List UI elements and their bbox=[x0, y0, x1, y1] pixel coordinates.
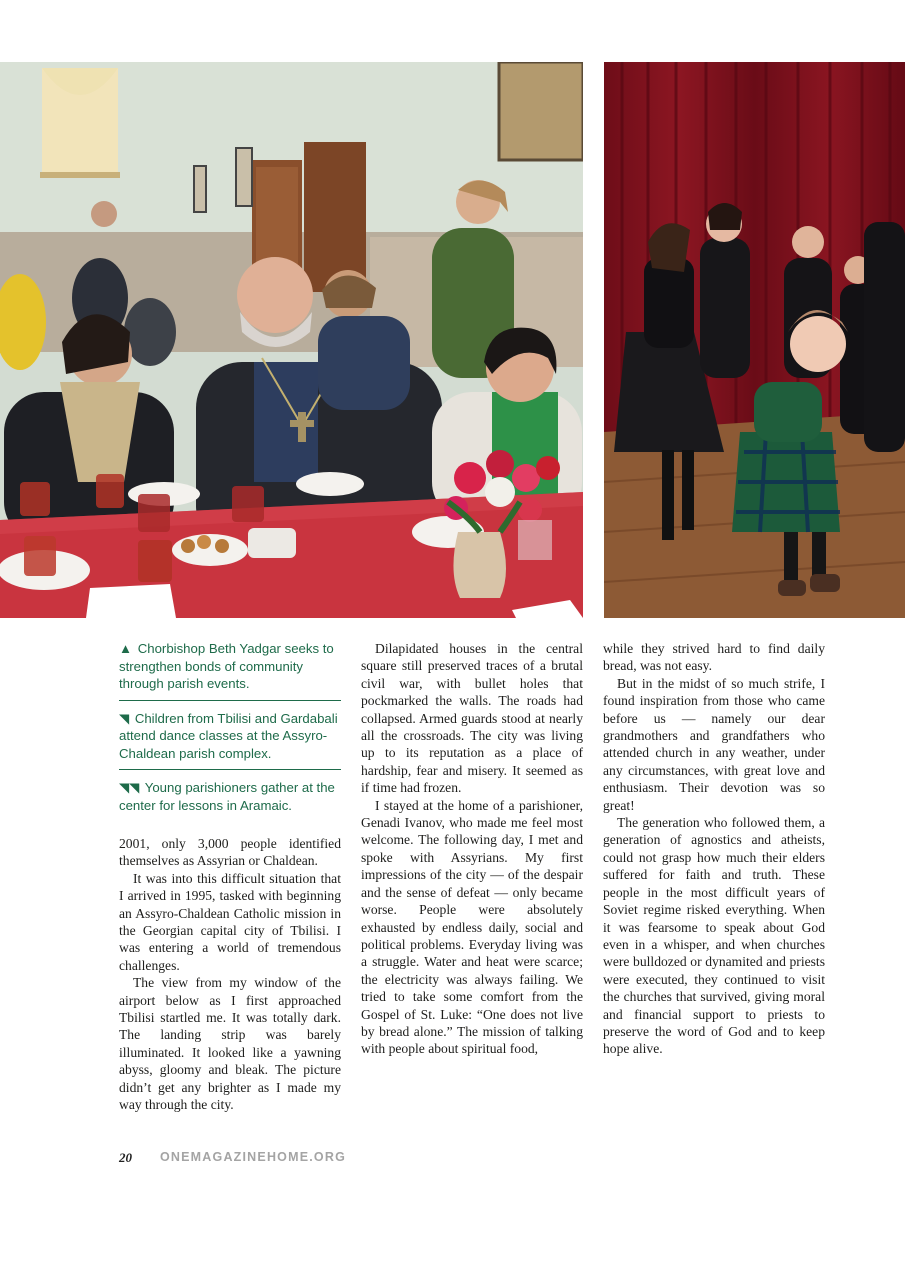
page-number: 20 bbox=[119, 1150, 132, 1165]
body-paragraph: Dilapidated houses in the central square still preserved traces of a brutal civil war, with bullet holes that pockmarked the walls. The roads had collapsed. Armed guards stood at nearly all the crossroads. The city was living up to its reputation as a place of hardship, fear and misery. It seemed as if time had frozen. bbox=[361, 641, 583, 796]
parish-event-illustration bbox=[0, 62, 583, 618]
body-paragraph: I stayed at the home of a parishioner, Genadi Ivanov, who made me feel most welcome. The following day, I met and spoke with Assyrians. My first impressions of the city — of the despair and the sense of defeat — only became worse. People were absolutely exhausted by endless daily, social and political problems. Everyday living was a struggle. Water and heat were scarce; the electricity was always failing. We tried to take some comfort from the Gospel of St. Luke: “One does not live by bread alone.” The mission of talking with people about spiritual food, bbox=[361, 797, 583, 1057]
article-column-1 bbox=[119, 640, 341, 1114]
caption-chorbishop bbox=[119, 640, 341, 701]
parish-event-photo bbox=[0, 62, 583, 618]
caption-dance-classes bbox=[119, 710, 341, 771]
body-paragraph: The view from my window of the airport below as I first approached Tbilisi startled me. It was totally dark. The landing strip was barely illuminated. It looked like a yawning abyss, gloomy and bleak. The picture didn’t get any brighter as I made my way through the city. bbox=[119, 975, 341, 1113]
body-paragraph: But in the midst of so much strife, I found inspiration from those who came before us — namely our dear grandmothers and grandfathers who attended church in any weather, under any circumstances, with great love and enthusiasm. Their devotion was so great! bbox=[603, 675, 825, 813]
caption-text: Chorbishop Beth Yadgar seeks to strengthen bonds of community through parish events. bbox=[119, 641, 334, 691]
body-paragraph: It was into this difficult situation that I arrived in 1995, tasked with beginning an Assyro-Chaldean Catholic mission in the Georgian capital city of Tbilisi. I was entering a world of tremendous challenges. bbox=[119, 870, 341, 973]
dance-class-photo bbox=[604, 62, 905, 618]
caption-marker-double-corner-icon: ◥◥ bbox=[119, 780, 140, 795]
dance-class-illustration bbox=[604, 62, 905, 618]
body-paragraph: 2001, only 3,000 people identified themselves as Assyrian or Chaldean. bbox=[119, 836, 341, 869]
caption-text: Children from Tbilisi and Gardabali attend dance classes at the Assyro-Chaldean parish complex. bbox=[119, 710, 338, 761]
caption-marker-triangle-icon: ▲ bbox=[119, 641, 133, 656]
caption-marker-corner-icon: ◥ bbox=[119, 710, 130, 726]
article-column-2 bbox=[361, 640, 583, 1058]
website-link[interactable]: ONEMAGAZINEHOME.ORG bbox=[160, 1150, 346, 1164]
caption-aramaic-lessons bbox=[119, 779, 341, 821]
body-paragraph: while they strived hard to find daily bread, was not easy. bbox=[603, 641, 825, 674]
caption-text: Young parishioners gather at the center for lessons in Aramaic. bbox=[119, 780, 335, 813]
article-column-3 bbox=[603, 640, 825, 1058]
body-paragraph: The generation who followed them, a generation of agnostics and atheists, could not grasp how much their elders suffered for faith and truth. These people in the most difficult years of Soviet regime risked everything. When it was fearsome to speak about God even in a whisper, and when churches were bulldozed or dynamited and priests were executed, they continued to visit the churches that survived, giving moral and financial support to priests to preserve the word of God and to keep hope alive. bbox=[603, 815, 825, 1057]
